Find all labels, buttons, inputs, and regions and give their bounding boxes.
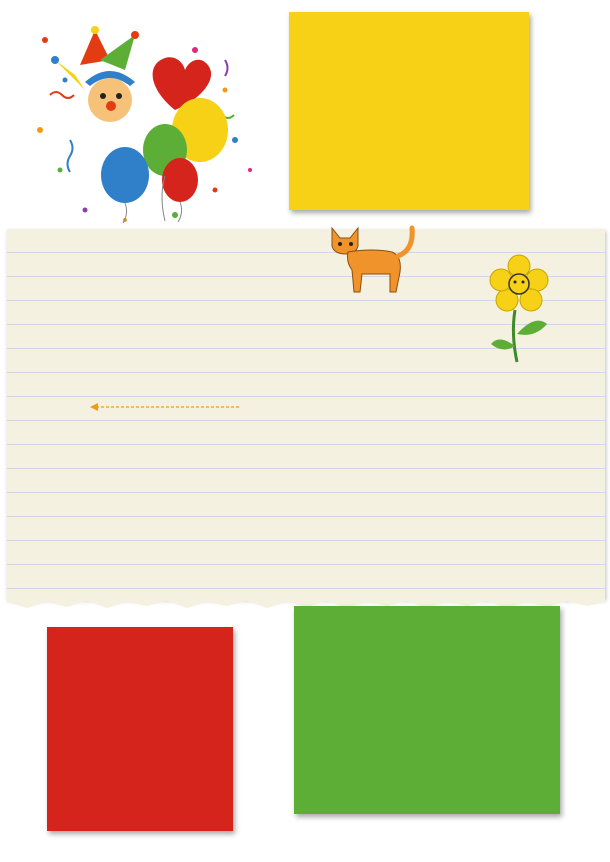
flower-icon [485, 254, 555, 364]
cat-icon [322, 222, 422, 294]
activities-note [289, 12, 529, 210]
arrow-icon [90, 401, 242, 413]
jester-icon [51, 26, 139, 122]
canteen-note [47, 627, 233, 831]
balloons-jester-illustration [25, 20, 275, 230]
shoes-note [294, 606, 560, 814]
